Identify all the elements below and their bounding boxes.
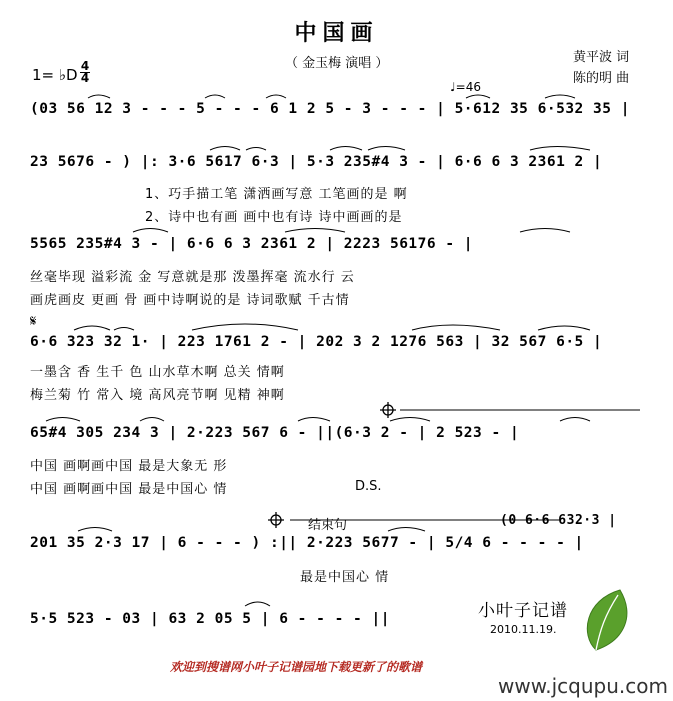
slur-mark <box>545 95 575 98</box>
slur-mark <box>530 147 590 151</box>
slur-mark <box>192 324 298 330</box>
slur-mark <box>78 528 112 532</box>
segno-sign: 𝄋 <box>30 312 37 330</box>
slur-mark <box>140 418 164 422</box>
row-4-lyric-verse-1: 一墨含 香 生千 色 山水草木啊 总关 情啊 <box>30 365 285 380</box>
slur-mark <box>560 418 590 422</box>
slur-mark <box>245 602 270 606</box>
score-row-5: 65#4 305 234 3 | 2·223 567 6 - ||(6·3 2 - | 2 523 - | <box>30 425 520 441</box>
score-row-6-pickup: (0 6·6 632·3 | <box>500 513 617 528</box>
slur-mark <box>390 418 430 422</box>
coda-sign-icon <box>380 402 396 418</box>
performer-credit: （ 金玉梅 演唱 ） <box>285 56 389 71</box>
meter-bottom: 4 <box>80 71 90 85</box>
leaf-logo-icon <box>587 590 627 650</box>
slur-mark <box>466 95 490 98</box>
dal-segno-marking: D.S. <box>355 479 382 494</box>
ending-label: 结束句 <box>308 518 348 533</box>
row-5-lyric-verse-2: 中国 画啊画中国 最是中国心 情 <box>30 482 228 497</box>
slur-mark <box>133 229 168 233</box>
slur-mark <box>246 148 266 151</box>
score-row-3: 5565 235#4 3 - | 6·6 6 3 2361 2 | 2223 56176 - | <box>30 236 474 252</box>
row-4-lyric-verse-2: 梅兰菊 竹 常入 境 高风亮节啊 见精 神啊 <box>30 388 285 403</box>
row-5-lyric-verse-1: 中国 画啊画中国 最是大象无 形 <box>30 459 228 474</box>
song-title: 中国画 <box>294 21 379 46</box>
row-3-lyric-verse-1: 丝毫毕现 溢彩流 金 写意就是那 泼墨挥毫 流水行 云 <box>30 270 355 285</box>
composer-credit: 陈的明 曲 <box>573 71 630 86</box>
slur-mark <box>88 95 110 98</box>
footer-notice: 欢迎到搜谱网小叶子记谱园地下载更新了的歌谱 <box>170 660 423 674</box>
slur-mark <box>538 326 590 330</box>
slur-mark <box>266 95 286 98</box>
coda-sign-icon <box>268 512 284 528</box>
row-6-lyric: 最是中国心 情 <box>300 570 390 585</box>
slur-mark <box>74 326 110 330</box>
row-2-lyric-verse-1: 1、巧手描工笔 潇洒画写意 工笔画的是 啊 <box>145 187 408 202</box>
slur-mark <box>210 147 240 151</box>
slur-mark <box>114 328 134 331</box>
score-row-6: 201 35 2·3 17 | 6 - - - ) :|| 2·223 5677 - | 5/4 6 - - - - | <box>30 535 584 551</box>
slur-mark <box>205 95 225 98</box>
row-2-lyric-verse-2: 2、诗中也有画 画中也有诗 诗中画画的是 <box>145 210 403 225</box>
slur-mark <box>520 229 570 233</box>
site-watermark[interactable]: www.jcqupu.com <box>498 674 668 698</box>
score-row-2: 23 5676 - ) |: 3·6 5617 6·3 | 5·3 235#4 3 - | 6·6 6 3 2361 2 | <box>30 154 603 170</box>
score-row-4: 6·6 323 32 1· | 223 1761 2 - | 202 3 2 1276 563 | 32 567 6·5 | <box>30 334 603 350</box>
tempo-marking: ♩=46 <box>450 80 481 94</box>
meter-top: 4 <box>80 59 90 73</box>
score-row-1: (03 56 12 3 - - - 5 - - - 6 1 2 5 - 3 - - - | 5·612 35 6·532 35 | <box>30 101 630 117</box>
slur-mark <box>298 418 330 422</box>
score-row-7: 5·5 523 - 03 | 63 2 05 5 | 6 - - - - || <box>30 611 390 627</box>
slur-mark <box>285 229 345 233</box>
slur-mark <box>412 325 500 330</box>
logo-date: 2010.11.19. <box>490 623 557 636</box>
logo-text: 小叶子记谱 <box>478 601 568 621</box>
slur-mark <box>368 147 405 151</box>
lyricist-credit: 黄平波 词 <box>573 50 630 65</box>
slur-mark <box>46 418 80 422</box>
slur-mark <box>330 147 362 151</box>
key-signature: 1= ♭D <box>32 66 78 84</box>
slur-mark <box>388 528 425 532</box>
row-3-lyric-verse-2: 画虎画皮 更画 骨 画中诗啊说的是 诗词歌赋 千古情 <box>30 293 350 308</box>
